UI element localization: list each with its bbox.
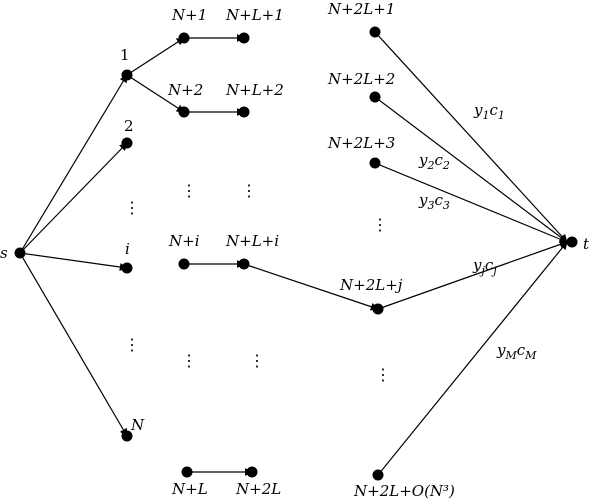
edge-s-2 — [20, 143, 127, 253]
node-N+2L+2 — [370, 92, 381, 103]
label-N+2L+1: N+2L+1 — [328, 0, 396, 18]
label-N+2L+2: N+2L+2 — [328, 70, 396, 88]
node-N+i — [179, 259, 190, 270]
ellipsis-col2-b: ⋮ — [181, 351, 197, 370]
label-N+1: N+1 — [172, 6, 208, 24]
edge-s-N — [20, 253, 127, 436]
edge-label-y3c3: $y_3c_3$ — [419, 191, 450, 212]
node-N+2L+1 — [370, 27, 381, 38]
edge-label-yjcj: $y_jc_j$ — [473, 256, 497, 277]
node-s — [15, 248, 26, 259]
edge-N+2L+O-t — [378, 242, 567, 475]
edge-s-i — [20, 253, 127, 268]
label-N+2L+3: N+2L+3 — [328, 134, 396, 152]
node-N+1 — [179, 33, 190, 44]
node-N+2L+3 — [370, 158, 381, 169]
edge-label-y2c2: $y_2c_2$ — [419, 151, 450, 172]
ellipsis-col4-b: ⋮ — [375, 365, 391, 384]
label-t: t — [583, 235, 590, 253]
node-2 — [122, 138, 133, 149]
edge-N+2L+1-t — [375, 32, 567, 242]
node-N+L+2 — [239, 107, 250, 118]
node-N+2L — [247, 467, 258, 478]
edge-1-N+1 — [127, 38, 184, 75]
ellipsis-col3-b: ⋮ — [249, 351, 265, 370]
node-N+L — [182, 467, 193, 478]
label-1: 1 — [120, 46, 130, 64]
label-N+L: N+L — [172, 480, 208, 498]
ellipsis-col1-a: ⋮ — [124, 198, 140, 217]
edge-label-yMcM: $y_Mc_M$ — [497, 341, 537, 362]
ellipsis-col4-a: ⋮ — [372, 215, 388, 234]
node-N+L+i — [239, 259, 250, 270]
edge-N+2L+j-t — [378, 242, 567, 309]
node-i — [122, 263, 133, 274]
edge-N+2L+3-t — [375, 163, 567, 242]
node-N+2 — [179, 107, 190, 118]
node-1 — [122, 70, 133, 81]
label-N+2L+j: N+2L+j — [340, 276, 403, 294]
ellipsis-col3-a: ⋮ — [241, 181, 257, 200]
edge-s-1 — [20, 75, 127, 253]
label-i: i — [125, 240, 130, 258]
label-N+L+1: N+L+1 — [226, 6, 284, 24]
label-2: 2 — [124, 117, 134, 135]
node-N+2L+O — [373, 470, 384, 481]
label-N+i: N+i — [169, 232, 200, 250]
edge-label-y1c1: $y_1c_1$ — [474, 101, 505, 122]
label-N+2: N+2 — [168, 81, 204, 99]
ellipsis-col1-b: ⋮ — [124, 335, 140, 354]
node-N+2L+j — [373, 304, 384, 315]
label-N+2L+O: N+2L+O(N³) — [354, 482, 455, 500]
node-t — [567, 237, 578, 248]
edge-N+2L+2-t — [375, 97, 567, 242]
ellipsis-col2-a: ⋮ — [181, 181, 197, 200]
label-N+L+2: N+L+2 — [226, 81, 284, 99]
label-s: s — [0, 244, 8, 262]
label-N+2L: N+2L — [236, 480, 282, 498]
label-N: N — [131, 416, 145, 434]
label-N+L+i: N+L+i — [226, 232, 280, 250]
node-N+L+1 — [239, 33, 250, 44]
